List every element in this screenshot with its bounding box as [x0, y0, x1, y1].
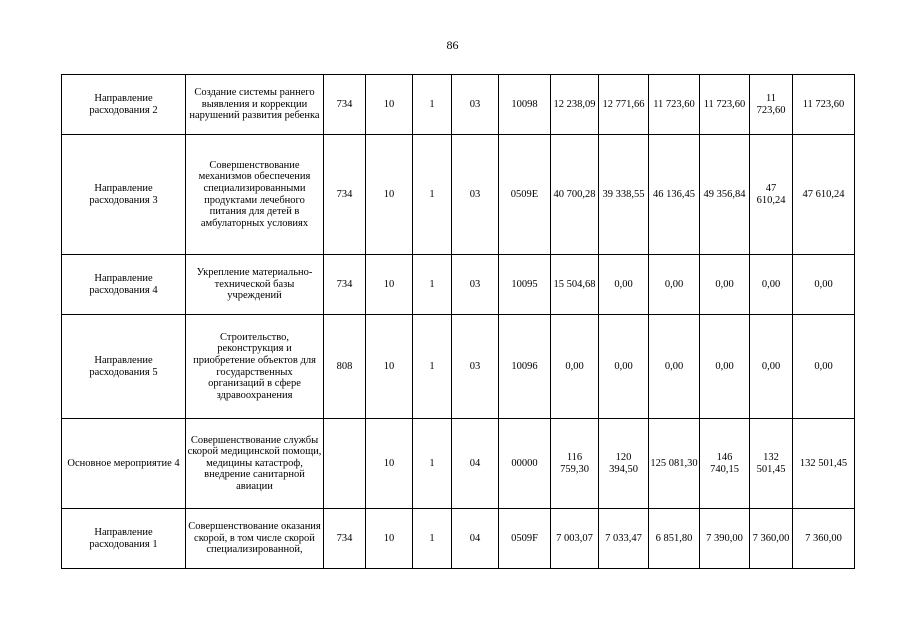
- code-cell: 0509E: [499, 135, 551, 255]
- value-cell: 40 700,28: [551, 135, 599, 255]
- value-cell: 6 851,80: [649, 509, 700, 569]
- table-row: [62, 135, 855, 255]
- table-row: [62, 509, 855, 569]
- measure-name: Направление расходования 3: [62, 135, 186, 255]
- grbs-cell: 734: [324, 255, 366, 315]
- measure-description: Совершенствование механизмов обеспечения специализированными продуктами лечебного питания для детей в амбулаторных условиях: [186, 135, 324, 255]
- gp-cell: 03: [452, 255, 499, 315]
- value-cell: 12 238,09: [551, 75, 599, 135]
- rz-cell: 10: [366, 315, 413, 419]
- page-number: 86: [446, 38, 459, 52]
- measure-description: Укрепление материально-технической базы учреждений: [186, 255, 324, 315]
- gp-cell: 03: [452, 315, 499, 419]
- gp-cell: 04: [452, 419, 499, 509]
- gp-cell: 03: [452, 75, 499, 135]
- gp-cell: 03: [452, 135, 499, 255]
- grbs-cell: 808: [324, 315, 366, 419]
- value-cell: 47 610,24: [750, 135, 793, 255]
- value-cell: 0,00: [700, 315, 750, 419]
- grbs-cell: 734: [324, 509, 366, 569]
- value-cell: 47 610,24: [793, 135, 855, 255]
- pr-cell: 1: [413, 509, 452, 569]
- measure-description: Совершенствование оказания скорой, в том числе скорой специализированной,: [186, 509, 324, 569]
- measure-name: Направление расходования 2: [62, 75, 186, 135]
- value-cell: 7 390,00: [700, 509, 750, 569]
- value-cell: 11 723,60: [750, 75, 793, 135]
- measure-name: Направление расходования 5: [62, 315, 186, 419]
- pr-cell: 1: [413, 75, 452, 135]
- value-cell: 7 360,00: [750, 509, 793, 569]
- code-cell: 10095: [499, 255, 551, 315]
- value-cell: 0,00: [649, 315, 700, 419]
- gp-cell: 04: [452, 509, 499, 569]
- value-cell: 0,00: [599, 315, 649, 419]
- value-cell: 0,00: [700, 255, 750, 315]
- value-cell: 0,00: [793, 315, 855, 419]
- value-cell: 146 740,15: [700, 419, 750, 509]
- value-cell: 116 759,30: [551, 419, 599, 509]
- value-cell: 15 504,68: [551, 255, 599, 315]
- code-cell: 00000: [499, 419, 551, 509]
- grbs-cell: 734: [324, 135, 366, 255]
- value-cell: 7 003,07: [551, 509, 599, 569]
- measure-description: Совершенствование службы скорой медицинской помощи, медицины катастроф, внедрение санитарной авиации: [186, 419, 324, 509]
- value-cell: 39 338,55: [599, 135, 649, 255]
- code-cell: 10096: [499, 315, 551, 419]
- pr-cell: 1: [413, 419, 452, 509]
- value-cell: 0,00: [750, 255, 793, 315]
- value-cell: 132 501,45: [793, 419, 855, 509]
- table-row: [62, 315, 855, 419]
- pr-cell: 1: [413, 135, 452, 255]
- value-cell: 11 723,60: [700, 75, 750, 135]
- rz-cell: 10: [366, 255, 413, 315]
- grbs-cell: [324, 419, 366, 509]
- value-cell: 0,00: [599, 255, 649, 315]
- measure-name: Направление расходования 1: [62, 509, 186, 569]
- pr-cell: 1: [413, 255, 452, 315]
- pr-cell: 1: [413, 315, 452, 419]
- value-cell: 0,00: [649, 255, 700, 315]
- rz-cell: 10: [366, 419, 413, 509]
- value-cell: 11 723,60: [793, 75, 855, 135]
- code-cell: 10098: [499, 75, 551, 135]
- rz-cell: 10: [366, 75, 413, 135]
- value-cell: 49 356,84: [700, 135, 750, 255]
- measure-description: Строительство, реконструкция и приобретение объектов для государственных организаций в сфере здравоохранения: [186, 315, 324, 419]
- value-cell: 46 136,45: [649, 135, 700, 255]
- value-cell: 7 360,00: [793, 509, 855, 569]
- budget-table: [61, 74, 855, 569]
- grbs-cell: 734: [324, 75, 366, 135]
- code-cell: 0509F: [499, 509, 551, 569]
- value-cell: 11 723,60: [649, 75, 700, 135]
- value-cell: 0,00: [551, 315, 599, 419]
- value-cell: 0,00: [793, 255, 855, 315]
- table-row: [62, 419, 855, 509]
- measure-name: Основное мероприятие 4: [62, 419, 186, 509]
- table-row: [62, 75, 855, 135]
- value-cell: 12 771,66: [599, 75, 649, 135]
- value-cell: 0,00: [750, 315, 793, 419]
- rz-cell: 10: [366, 135, 413, 255]
- value-cell: 120 394,50: [599, 419, 649, 509]
- value-cell: 132 501,45: [750, 419, 793, 509]
- measure-name: Направление расходования 4: [62, 255, 186, 315]
- value-cell: 7 033,47: [599, 509, 649, 569]
- table-row: [62, 255, 855, 315]
- measure-description: Создание системы раннего выявления и коррекции нарушений развития ребенка: [186, 75, 324, 135]
- rz-cell: 10: [366, 509, 413, 569]
- value-cell: 125 081,30: [649, 419, 700, 509]
